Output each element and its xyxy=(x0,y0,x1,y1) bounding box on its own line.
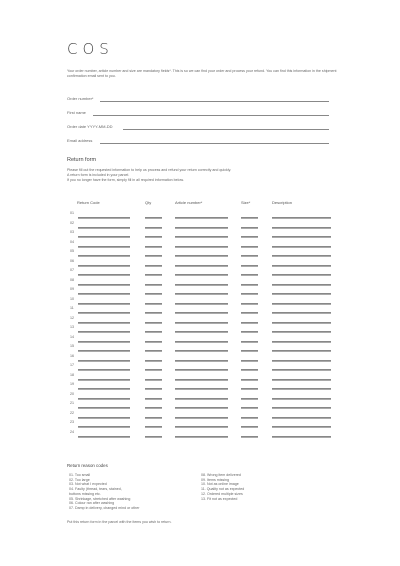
row-number: 19 xyxy=(70,382,74,386)
table-row xyxy=(0,362,400,372)
size-cell[interactable] xyxy=(241,324,258,332)
email-field[interactable] xyxy=(67,138,329,144)
return-reason-codes xyxy=(67,463,367,510)
article-number-cell[interactable] xyxy=(175,324,228,332)
header-size: Size* xyxy=(241,200,251,205)
qty-cell[interactable] xyxy=(145,381,162,389)
instruction-line: A return form is included in your parcel. xyxy=(67,173,130,177)
description-cell[interactable] xyxy=(272,410,331,418)
instruction-line: If you no longer have the form, simply fill in all required information below. xyxy=(67,178,184,182)
description-cell[interactable] xyxy=(272,353,331,361)
qty-cell-underline xyxy=(145,437,162,438)
row-number: 22 xyxy=(70,410,74,415)
footer-note: Put this return form in the parcel with the items you wish to return. xyxy=(67,520,172,524)
table-row xyxy=(0,353,400,363)
return-code-cell[interactable] xyxy=(78,419,130,427)
order-number-field[interactable] xyxy=(67,96,329,102)
reason-codes-title: Return reason codes xyxy=(67,463,108,468)
header-description: Description xyxy=(272,200,293,205)
description-cell[interactable] xyxy=(272,229,331,237)
description-cell[interactable] xyxy=(272,258,331,266)
qty-cell[interactable] xyxy=(145,353,162,361)
reason-code-item: 01. Too small xyxy=(69,473,91,477)
description-cell[interactable] xyxy=(272,220,331,228)
qty-cell[interactable] xyxy=(145,362,162,370)
table-row xyxy=(0,400,400,410)
instruction-line: Please fill out the requested information to help us process and refund your return correctly and quickly. xyxy=(67,168,232,172)
qty-cell[interactable] xyxy=(145,258,162,266)
row-number: 01 xyxy=(70,211,74,215)
table-row xyxy=(0,305,400,315)
return-code-cell[interactable] xyxy=(78,258,130,266)
return-code-cell[interactable] xyxy=(78,220,130,228)
qty-cell[interactable] xyxy=(145,419,162,427)
table-row xyxy=(0,334,400,344)
size-cell[interactable] xyxy=(241,267,258,275)
qty-cell[interactable] xyxy=(145,400,162,408)
return-code-cell[interactable] xyxy=(78,362,130,370)
table-row xyxy=(0,372,400,382)
size-cell[interactable] xyxy=(241,410,258,418)
description-cell[interactable] xyxy=(272,305,331,313)
description-cell[interactable] xyxy=(272,267,331,275)
return-code-cell[interactable] xyxy=(78,277,130,285)
size-cell[interactable] xyxy=(241,372,258,380)
qty-cell[interactable] xyxy=(145,286,162,294)
return-code-cell[interactable] xyxy=(78,305,130,313)
article-number-cell[interactable] xyxy=(175,362,228,370)
table-row xyxy=(0,267,400,277)
article-number-cell[interactable] xyxy=(175,277,228,285)
first-name-label: First name xyxy=(67,110,86,115)
table-header xyxy=(0,200,400,206)
brand-logo: COS xyxy=(67,40,114,58)
row-number: 09 xyxy=(70,287,74,291)
article-number-cell[interactable] xyxy=(175,343,228,351)
qty-cell[interactable] xyxy=(145,229,162,237)
article-number-cell-underline xyxy=(175,437,228,438)
qty-cell[interactable] xyxy=(145,296,162,304)
description-cell[interactable] xyxy=(272,210,331,218)
size-cell[interactable] xyxy=(241,343,258,351)
size-cell[interactable] xyxy=(241,296,258,304)
qty-cell[interactable] xyxy=(145,239,162,247)
table-row xyxy=(0,324,400,334)
return-code-cell[interactable] xyxy=(78,239,130,247)
return-code-cell[interactable] xyxy=(78,286,130,294)
table-row xyxy=(0,381,400,391)
description-cell[interactable] xyxy=(272,343,331,351)
article-number-cell[interactable] xyxy=(175,267,228,275)
size-cell[interactable] xyxy=(241,277,258,285)
qty-cell[interactable] xyxy=(145,334,162,342)
reason-code-item: 10. Not as online image xyxy=(201,482,239,487)
size-cell[interactable] xyxy=(241,315,258,323)
size-cell[interactable] xyxy=(241,258,258,266)
article-number-cell[interactable] xyxy=(175,305,228,313)
size-cell[interactable] xyxy=(241,305,258,313)
row-number: 06 xyxy=(70,258,74,263)
return-code-cell[interactable] xyxy=(78,267,130,275)
first-name-input-line[interactable] xyxy=(93,115,329,116)
order-date-field[interactable] xyxy=(67,124,329,130)
description-cell[interactable] xyxy=(272,429,331,437)
size-cell[interactable] xyxy=(241,391,258,399)
order-number-label: Order number* xyxy=(67,96,94,101)
size-cell[interactable] xyxy=(241,353,258,361)
reason-codes-right-column xyxy=(201,473,331,501)
table-row xyxy=(0,277,400,287)
row-number: 03 xyxy=(70,230,74,234)
return-code-cell[interactable] xyxy=(78,391,130,399)
table-row xyxy=(0,239,400,249)
article-number-cell[interactable] xyxy=(175,353,228,361)
description-cell[interactable] xyxy=(272,277,331,285)
qty-cell[interactable] xyxy=(145,429,162,437)
reason-code-item: buttons missing etc. xyxy=(69,491,101,496)
size-cell[interactable] xyxy=(241,381,258,389)
reason-code-item: 12. Ordered multiple sizes xyxy=(201,491,243,496)
size-cell[interactable] xyxy=(241,229,258,237)
reason-code-item: 07. Damp in delivery, changed mind or other xyxy=(69,505,140,510)
row-number: 11 xyxy=(70,306,74,310)
article-number-cell[interactable] xyxy=(175,429,228,437)
return-code-cell[interactable] xyxy=(78,296,130,304)
row-number: 05 xyxy=(70,249,74,253)
description-cell[interactable] xyxy=(272,362,331,370)
email-label: Email address xyxy=(67,138,93,143)
return-code-cell[interactable] xyxy=(78,343,130,351)
size-cell[interactable] xyxy=(241,220,258,228)
intro-text: Your order number, article number and size are mandatory fields*. This is so we can find your order and process your refund. You can find this information in the shipment confirmation email sent to you. xyxy=(67,69,337,78)
reason-code-item: 02. Too large xyxy=(69,477,90,482)
size-cell[interactable] xyxy=(241,419,258,427)
qty-cell[interactable] xyxy=(145,324,162,332)
qty-cell[interactable] xyxy=(145,210,162,218)
row-number: 20 xyxy=(70,391,74,396)
row-number: 17 xyxy=(70,363,74,367)
article-number-cell[interactable] xyxy=(175,258,228,266)
qty-cell[interactable] xyxy=(145,391,162,399)
description-cell[interactable] xyxy=(272,400,331,408)
reason-code-item: 03. Not what I expected xyxy=(69,482,107,487)
article-number-cell[interactable] xyxy=(175,210,228,218)
row-number: 13 xyxy=(70,325,74,329)
row-number: 04 xyxy=(70,239,74,244)
article-number-cell[interactable] xyxy=(175,286,228,294)
description-cell[interactable] xyxy=(272,419,331,427)
reason-code-item: 05. Shrinkage, stretched after washing xyxy=(69,496,131,501)
qty-cell[interactable] xyxy=(145,315,162,323)
return-code-cell[interactable] xyxy=(78,210,130,218)
table-row xyxy=(0,220,400,230)
reason-code-item: 06. Colour ran after washing xyxy=(69,501,115,506)
article-number-cell[interactable] xyxy=(175,381,228,389)
reason-code-item: 13. Fit not as expected xyxy=(201,496,238,501)
table-row xyxy=(0,429,400,439)
article-number-cell[interactable] xyxy=(175,220,228,228)
row-number: 16 xyxy=(70,353,74,358)
article-number-cell[interactable] xyxy=(175,410,228,418)
qty-cell[interactable] xyxy=(145,277,162,285)
return-code-cell[interactable] xyxy=(78,400,130,408)
return-code-cell[interactable] xyxy=(78,410,130,418)
reason-code-item: 09. Items missing xyxy=(201,477,229,482)
table-row xyxy=(0,229,400,239)
article-number-cell[interactable] xyxy=(175,248,228,256)
row-number: 15 xyxy=(70,344,74,348)
row-number: 21 xyxy=(70,401,74,405)
order-date-input-line[interactable] xyxy=(123,129,329,130)
table-row xyxy=(0,286,400,296)
header-article-number: Article number* xyxy=(175,200,203,205)
description-cell[interactable] xyxy=(272,296,331,304)
article-number-cell[interactable] xyxy=(175,391,228,399)
article-number-cell[interactable] xyxy=(175,296,228,304)
table-row xyxy=(0,296,400,306)
return-code-cell[interactable] xyxy=(78,381,130,389)
return-code-cell-underline xyxy=(78,437,130,438)
article-number-cell[interactable] xyxy=(175,315,228,323)
description-cell[interactable] xyxy=(272,324,331,332)
size-cell[interactable] xyxy=(241,429,258,437)
return-form-instructions xyxy=(67,168,347,183)
qty-cell[interactable] xyxy=(145,372,162,380)
return-code-cell[interactable] xyxy=(78,372,130,380)
row-number: 24 xyxy=(70,429,74,434)
qty-cell[interactable] xyxy=(145,267,162,275)
qty-cell[interactable] xyxy=(145,248,162,256)
description-cell[interactable] xyxy=(272,248,331,256)
return-code-cell[interactable] xyxy=(78,324,130,332)
table-row xyxy=(0,315,400,325)
description-cell[interactable] xyxy=(272,334,331,342)
row-number: 18 xyxy=(70,372,74,377)
reason-code-item: 11. Quality not as expected xyxy=(201,487,245,492)
first-name-field[interactable] xyxy=(67,110,329,116)
order-number-input-line[interactable] xyxy=(100,101,329,102)
order-date-label: Order date YYYY-MM-DD xyxy=(67,124,113,129)
header-return-code: Return Code xyxy=(77,200,100,205)
size-cell-underline xyxy=(241,437,258,438)
return-code-cell[interactable] xyxy=(78,248,130,256)
description-cell-underline xyxy=(272,437,331,438)
qty-cell[interactable] xyxy=(145,343,162,351)
return-code-cell[interactable] xyxy=(78,334,130,342)
article-number-cell[interactable] xyxy=(175,229,228,237)
description-cell[interactable] xyxy=(272,286,331,294)
reason-code-item: 04. Faulty (thread, tears, stained, xyxy=(69,487,122,492)
table-row xyxy=(0,410,400,420)
article-number-cell[interactable] xyxy=(175,239,228,247)
qty-cell[interactable] xyxy=(145,305,162,313)
article-number-cell[interactable] xyxy=(175,372,228,380)
reason-codes-left-column xyxy=(69,473,199,511)
size-cell[interactable] xyxy=(241,400,258,408)
size-cell[interactable] xyxy=(241,248,258,256)
table-row xyxy=(0,343,400,353)
row-number: 08 xyxy=(70,277,74,282)
description-cell[interactable] xyxy=(272,372,331,380)
table-row xyxy=(0,419,400,429)
article-number-cell[interactable] xyxy=(175,334,228,342)
row-number: 02 xyxy=(70,220,74,225)
size-cell[interactable] xyxy=(241,362,258,370)
return-code-cell[interactable] xyxy=(78,353,130,361)
qty-cell[interactable] xyxy=(145,410,162,418)
size-cell[interactable] xyxy=(241,239,258,247)
table-row xyxy=(0,391,400,401)
reason-code-item: 08. Wrong item delivered xyxy=(201,473,241,477)
description-cell[interactable] xyxy=(272,381,331,389)
table-row xyxy=(0,248,400,258)
row-number: 14 xyxy=(70,334,74,339)
description-cell[interactable] xyxy=(272,315,331,323)
row-number: 10 xyxy=(70,296,74,301)
row-number: 12 xyxy=(70,315,74,320)
email-input-line[interactable] xyxy=(100,143,329,144)
size-cell[interactable] xyxy=(241,210,258,218)
size-cell[interactable] xyxy=(241,334,258,342)
table-row xyxy=(0,210,400,220)
return-code-cell[interactable] xyxy=(78,429,130,437)
article-number-cell[interactable] xyxy=(175,400,228,408)
row-number: 23 xyxy=(70,420,74,424)
description-cell[interactable] xyxy=(272,239,331,247)
return-form-title: Return form xyxy=(67,157,97,163)
header-qty: Qty xyxy=(145,200,152,205)
table-row xyxy=(0,258,400,268)
return-code-cell[interactable] xyxy=(78,315,130,323)
return-code-cell[interactable] xyxy=(78,229,130,237)
description-cell[interactable] xyxy=(272,391,331,399)
row-number: 07 xyxy=(70,268,74,272)
qty-cell[interactable] xyxy=(145,220,162,228)
size-cell[interactable] xyxy=(241,286,258,294)
article-number-cell[interactable] xyxy=(175,419,228,427)
